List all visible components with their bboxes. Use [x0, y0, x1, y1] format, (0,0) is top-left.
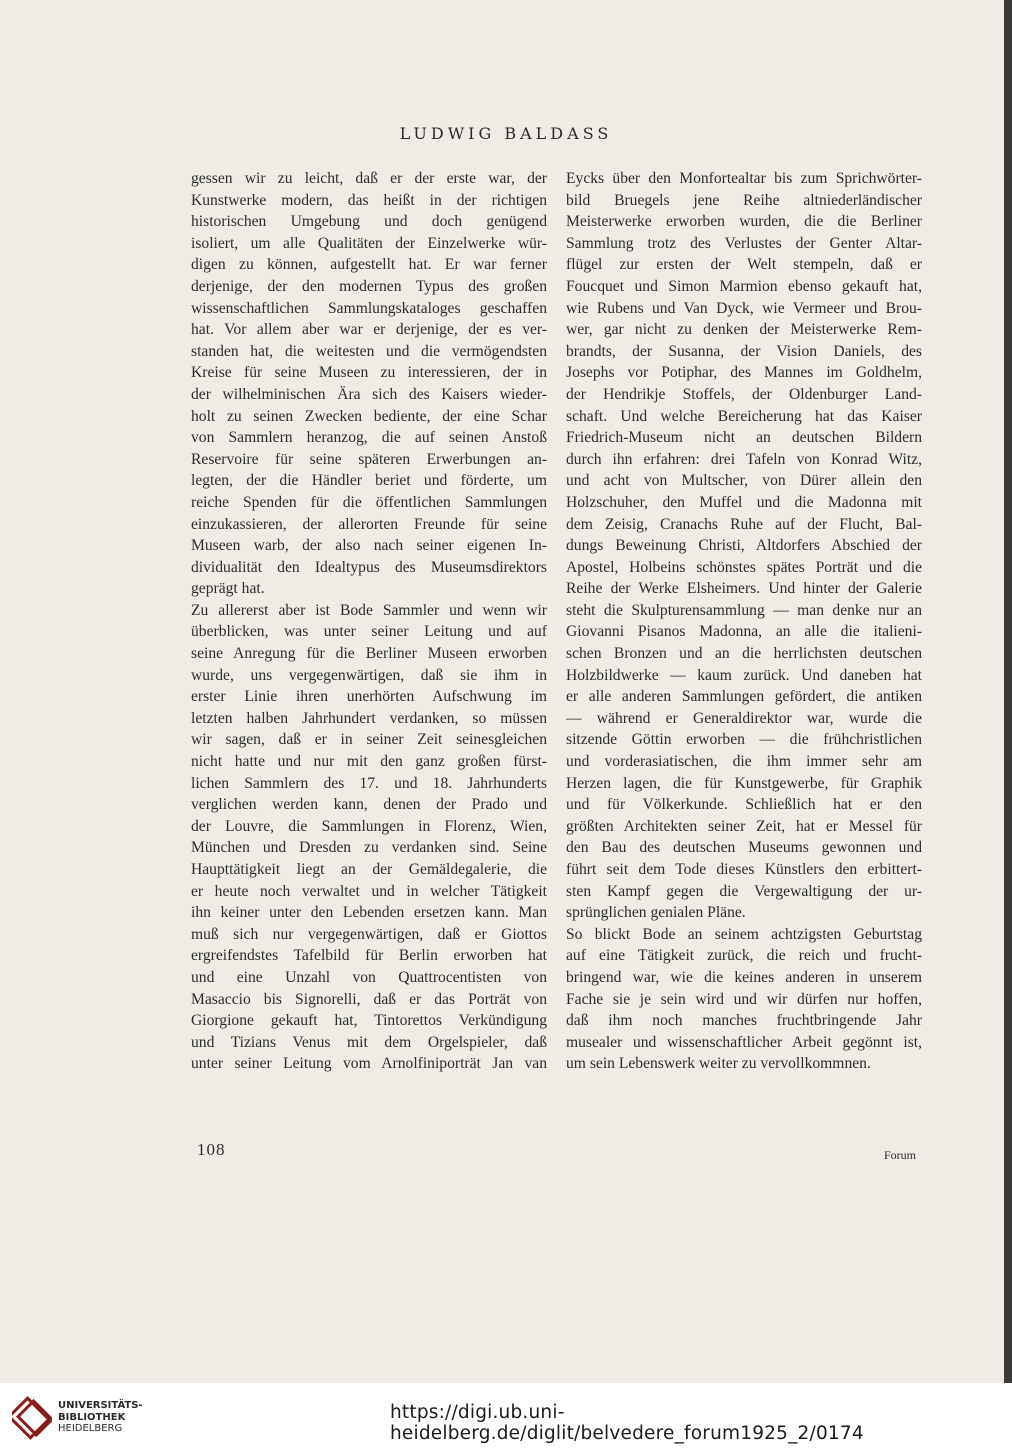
- right-line: bild Bruegels jene Reihe altniederländischer: [566, 191, 922, 209]
- right-text-column: [566, 168, 922, 1075]
- left-line: und Tizians Venus mit dem Orgelspieler, daß: [191, 1033, 547, 1051]
- left-line: wir sagen, daß er in seiner Zeit seinesgleichen: [191, 731, 547, 749]
- left-line: verglichen werden kann, denen der Prado und: [191, 796, 547, 814]
- library-name-line-3: HEIDELBERG: [58, 1423, 123, 1434]
- right-line: schaft. Und welche Bereicherung hat das Kaiser: [566, 407, 922, 425]
- left-line: seine Anregung für die Berliner Museen erworben: [191, 645, 547, 663]
- left-line: nicht hatte und nur mit den ganz großen fürst-: [191, 753, 547, 771]
- left-line: geprägt hat.: [191, 580, 265, 598]
- left-line: Reservoire für seine späteren Erwerbungen an-: [191, 450, 547, 468]
- page-edge-shadow: [1004, 0, 1012, 1383]
- left-line: ergreifendstes Tafelbild für Berlin erworben hat: [191, 947, 547, 965]
- right-line: um sein Lebenswerk weiter zu vervollkommnen.: [566, 1055, 871, 1073]
- left-line: Zu allererst aber ist Bode Sammler und wenn wir: [191, 601, 547, 619]
- right-line: So blickt Bode an seinem achtzigsten Geburtstag: [566, 925, 922, 943]
- right-line: Holzschuher, den Muffel und die Madonna mit: [566, 493, 922, 511]
- left-line: Kunstwerke modern, das heißt in der richtigen: [191, 191, 547, 209]
- right-line: durch ihn erfahren: drei Tafeln von Konrad Witz,: [566, 450, 922, 468]
- right-line: sprünglichen genialen Pläne.: [566, 904, 746, 922]
- right-line: und acht von Multscher, von Dürer allein den: [566, 472, 922, 490]
- right-line: schen Bronzen und an die herrlichsten deutschen: [566, 645, 922, 663]
- right-line: musealer und wissenschaftlicher Arbeit gegönnt ist,: [566, 1033, 922, 1051]
- right-line: Sammlung trotz des Verlustes der Genter Altar-: [566, 234, 922, 252]
- left-line: digen zu können, aufgestellt hat. Er war ferner: [191, 256, 547, 274]
- right-line: dungs Beweinung Christi, Altdorfers Abschied der: [566, 537, 922, 555]
- library-name: [58, 1400, 143, 1435]
- right-line: größten Architekten seiner Zeit, hat er Messel für: [566, 817, 922, 835]
- right-line: wer, gar nicht zu denken der Meisterwerke Rem-: [566, 321, 922, 339]
- library-name-line-2: BIBLIOTHEK: [58, 1411, 126, 1423]
- right-line: brandts, der Susanna, der Vision Daniels, des: [566, 342, 922, 360]
- left-line: er heute noch verwaltet und in welcher Tätigkeit: [191, 882, 547, 900]
- right-line: Meisterwerke erworben wurden, die die Berliner: [566, 213, 922, 231]
- left-line: überblicken, was unter seiner Leitung und auf: [191, 623, 547, 641]
- left-line: der Louvre, die Sammlungen in Florenz, Wien,: [191, 817, 547, 835]
- right-line: Foucquet und Simon Marmion ebenso gekauft hat,: [566, 277, 922, 295]
- left-line: von Sammlern heranzog, die auf seinen Anstoß: [191, 429, 547, 447]
- page-number: 108: [197, 1140, 226, 1159]
- left-line: ihn keiner unter den Lebenden ersetzen kann. Man: [191, 904, 547, 922]
- right-line: steht die Skulpturensammlung — man denke nur an: [566, 601, 922, 619]
- left-line: Kreise für seine Museen zu interessieren, der in: [191, 364, 547, 382]
- left-line: lichen Sammlern des 17. und 18. Jahrhunderts: [191, 774, 547, 792]
- right-line: Herzen lagen, die für Kunstgewerbe, für Graphik: [566, 774, 922, 792]
- left-text-column: [191, 168, 547, 1075]
- left-line: historischen Umgebung und doch genügend: [191, 213, 547, 231]
- running-footer-label: Forum: [884, 1148, 917, 1162]
- left-line: München und Dresden zu verdanken sind. Seine: [191, 839, 547, 857]
- left-line: unter seiner Leitung vom Arnolfiniporträt Jan van: [191, 1055, 547, 1073]
- left-line: und eine Unzahl von Quattrocentisten von: [191, 968, 547, 986]
- left-line: letzten halben Jahrhundert verdanken, so müssen: [191, 709, 547, 727]
- right-line: er alle anderen Sammlungen gefördert, die antiken: [566, 688, 922, 706]
- left-line: der wilhelminischen Ära sich des Kaisers wieder-: [191, 385, 547, 403]
- running-header: LUDWIG BALDASS: [399, 124, 613, 143]
- left-line: wurde, uns vergegenwärtigen, daß sie ihm in: [191, 666, 547, 684]
- library-name-line-1: UNIVERSITÄTS-: [58, 1400, 143, 1411]
- left-line: einzukassieren, der allerorten Freunde für seine: [191, 515, 547, 533]
- right-line: flügel zur ersten der Welt stempeln, daß er: [566, 256, 922, 274]
- right-line: und für Völkerkunde. Schließlich hat er den: [566, 796, 922, 814]
- right-line: bringend war, wie die keines anderen in unserem: [566, 968, 922, 986]
- left-line: reiche Spenden für die öffentlichen Sammlungen: [191, 493, 547, 511]
- right-line: Friedrich-Museum nicht an deutschen Bildern: [566, 429, 922, 447]
- left-line: holt zu seinen Zwecken bediente, der eine Schar: [191, 407, 547, 425]
- left-line: derjenige, der den modernen Typus des großen: [191, 277, 547, 295]
- right-line: und vorderasiatischen, die ihm immer sehr am: [566, 753, 922, 771]
- right-line: daß ihm noch manches fruchtbringende Jahr: [566, 1012, 922, 1030]
- left-line: Haupttätigkeit liegt an der Gemäldegalerie, die: [191, 861, 547, 878]
- right-line: — während er Generaldirektor war, wurde die: [566, 709, 922, 727]
- left-line: Museen warb, der also nach seiner eigenen In-: [191, 537, 547, 555]
- right-line: Eycks über den Monfortealtar bis zum Sprichwörter-: [566, 170, 922, 187]
- permalink-url[interactable]: https://digi.ub.uni-heidelberg.de/diglit/belvedere_forum1925_2/0174: [390, 1402, 864, 1444]
- right-line: Fache sie je sein wird und wir dürfen nur hoffen,: [566, 990, 922, 1008]
- right-line: der Hendrikje Stoffels, der Oldenburger Land-: [566, 385, 922, 403]
- right-line: sten Kampf gegen die Vergewaltigung der ur-: [566, 882, 922, 900]
- right-line: Apostel, Holbeins schönstes spätes Porträt und die: [566, 558, 922, 576]
- left-line: dividualität den Idealtypus des Museumsdirektors: [191, 558, 547, 576]
- left-line: wissenschaftlichen Sammlungskataloges geschaffen: [191, 299, 547, 317]
- right-line: dem Zeisig, Cranachs Ruhe auf der Flucht, Bal-: [566, 515, 922, 533]
- left-line: muß sich nur vergegenwärtigen, daß er Giottos: [191, 925, 547, 943]
- left-line: Giorgione gekauft hat, Tintorettos Verkündigung: [191, 1012, 547, 1030]
- right-line: sitzende Göttin erworben — die frühchristlichen: [566, 731, 922, 749]
- right-line: den Bau des deutschen Museums gewonnen und: [566, 839, 922, 857]
- left-line: standen hat, die weitesten und die vermögendsten: [191, 342, 547, 360]
- left-line: gessen wir zu leicht, daß er der erste war, der: [191, 170, 547, 187]
- left-line: Masaccio bis Signorelli, daß er das Porträt von: [191, 990, 547, 1008]
- right-line: Josephs vor Potiphar, des Mannes im Goldhelm,: [566, 364, 922, 382]
- viewer-footer: [0, 1383, 1012, 1454]
- right-line: wie Rubens und Van Dyck, wie Vermeer und Brou-: [566, 299, 922, 317]
- right-line: Holzbildwerke — kaum zurück. Und daneben hat: [566, 666, 922, 684]
- right-line: Giovanni Pisanos Madonna, an alle die italieni-: [566, 623, 922, 641]
- right-line: führt seit dem Tode dieses Künstlers den erbittert-: [566, 861, 922, 878]
- right-line: auf eine Tätigkeit zurück, die reich und frucht-: [566, 947, 922, 965]
- library-logo-icon: [12, 1395, 52, 1441]
- left-line: hat. Vor allem aber war er derjenige, der es ver-: [191, 321, 547, 339]
- left-line: legten, der die Händler beriet und förderte, um: [191, 472, 547, 490]
- left-line: isoliert, um alle Qualitäten der Einzelwerke wür-: [191, 234, 547, 252]
- left-line: erster Linie ihren unerhörten Aufschwung im: [191, 688, 547, 706]
- right-line: Reihe der Werke Elsheimers. Und hinter der Galerie: [566, 580, 922, 598]
